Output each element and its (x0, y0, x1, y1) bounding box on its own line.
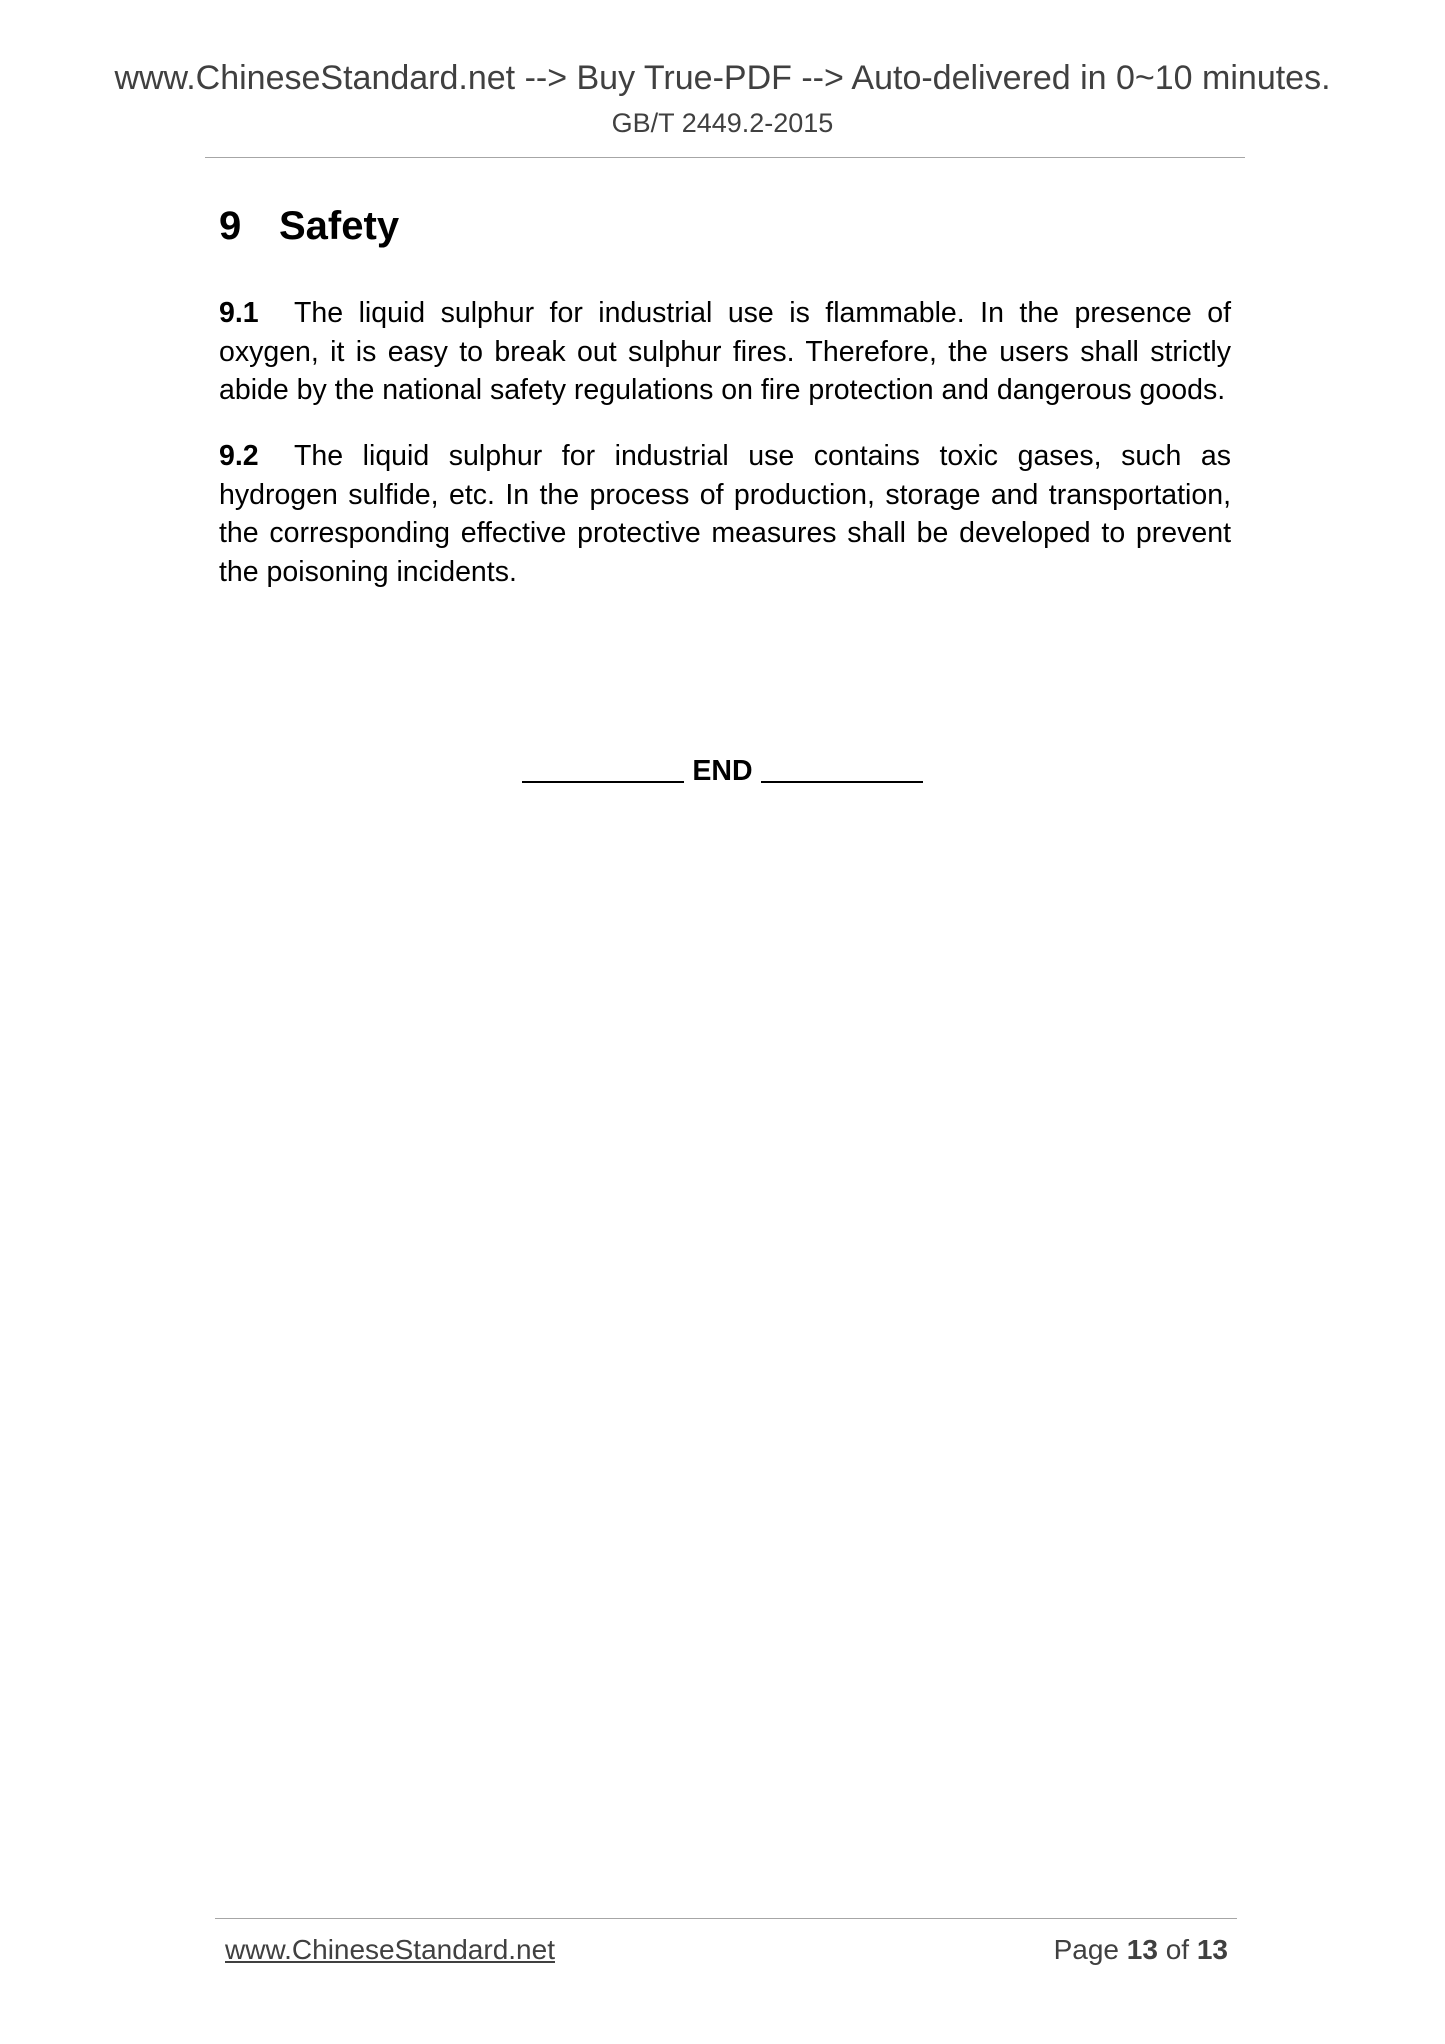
standard-code: GB/T 2449.2-2015 (611, 108, 834, 138)
clause-text: The liquid sulphur for industrial use contains toxic gases, such as hydrogen sulfide, etc. In the process of production, storage and transportation, the corresponding effective protective measures shall be developed to prevent the poisoning incidents. (219, 440, 1231, 588)
page-number (1054, 1932, 1228, 1968)
end-marker (0, 752, 1445, 790)
section-number: 9 (219, 204, 242, 248)
header-banner: www.ChineseStandard.net --> Buy True-PDF --> Auto-delivered in 0~10 minutes. (114, 59, 1331, 97)
end-rule-left (522, 781, 684, 783)
end-rule-right (761, 781, 923, 783)
page-label: Page (1053, 1934, 1119, 1965)
section-title: Safety (279, 204, 400, 248)
page-total: 13 (1196, 1934, 1228, 1965)
header-divider (205, 157, 1245, 158)
footer-website-link[interactable]: www.ChineseStandard.net (225, 1934, 555, 1965)
page-current: 13 (1126, 1934, 1158, 1965)
clause-number: 9.2 (219, 440, 259, 472)
footer-divider (215, 1918, 1237, 1919)
end-text: END (692, 755, 753, 787)
clause-text: The liquid sulphur for industrial use is flammable. In the presence of oxygen, it is easy to break out sulphur fires. Therefore, the users shall strictly abide by the national safety regulations on fire protection and dangerous goods. (219, 297, 1231, 406)
page-of: of (1165, 1934, 1190, 1965)
section-heading (219, 200, 399, 252)
clause-9-1 (219, 294, 1231, 410)
clause-9-2 (219, 437, 1231, 591)
clause-number: 9.1 (219, 297, 259, 329)
